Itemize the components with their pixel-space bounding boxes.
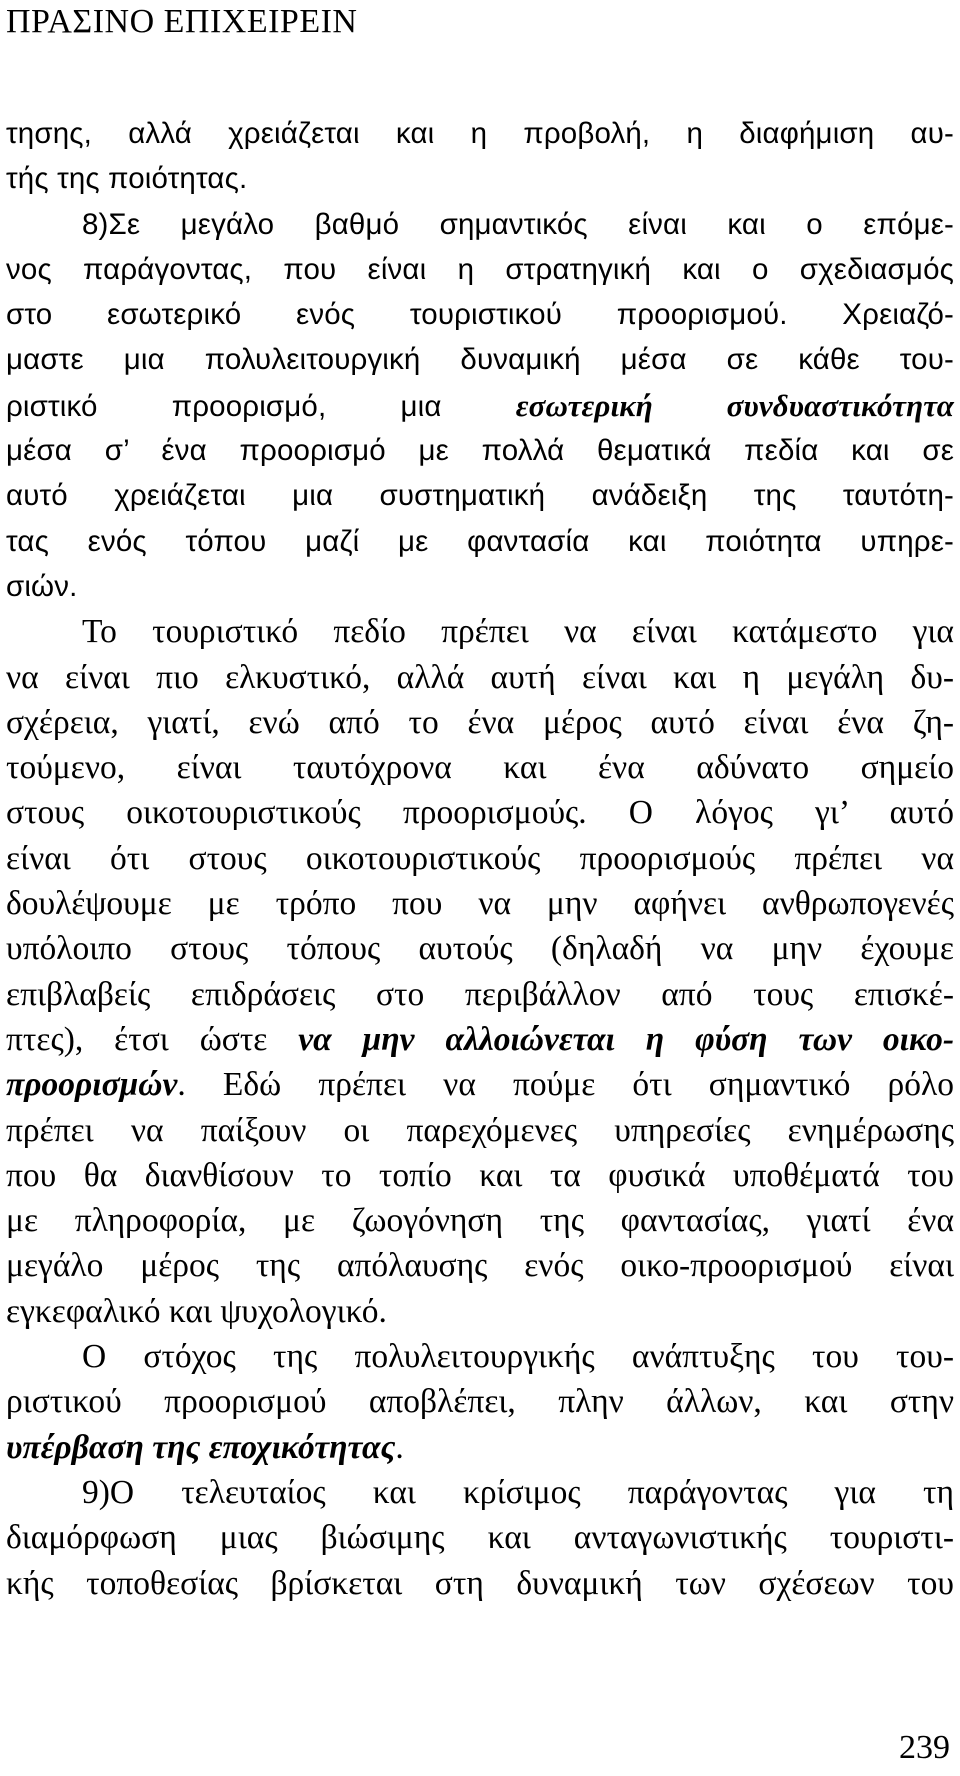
- emphasis-text: εσωτερική συνδυαστικότητα: [515, 387, 955, 423]
- text-line: τας ενός τόπου μαζί με φαντασία και ποιότητα υπηρε-: [6, 524, 954, 558]
- text-line: είναι ότι στους οικοτουριστικούς προορισμούς πρέπει να: [6, 839, 954, 877]
- emphasis-text: να μην αλλοιώνεται η φύση των οικο-: [298, 1020, 954, 1058]
- text-line: πτες), έτσι ώστε να μην αλλοιώνεται η φύση των οικο-: [6, 1020, 954, 1058]
- running-head: ΠΡΑΣΙΝΟ ΕΠΙΧΕΙΡΕΙΝ: [6, 3, 358, 40]
- text-line: Ο στόχος της πολυλειτουργικής ανάπτυξης του του-: [82, 1338, 954, 1376]
- text-line: προορισμών. Εδώ πρέπει να πούμε ότι σημαντικό ρόλο: [6, 1066, 954, 1104]
- text-line: επιβλαβείς επιδράσεις στο περιβάλλον από τους επισκέ-: [6, 975, 954, 1013]
- text-line: 8)Σε μεγάλο βαθμό σημαντικός είναι και ο επόμε-: [82, 207, 954, 241]
- text-line: 9)Ο τελευταίος και κρίσιμος παράγοντας για τη: [82, 1473, 954, 1511]
- text-line: ριστικό προορισμό, μια εσωτερική συνδυαστικότητα: [6, 387, 955, 423]
- emphasis-text: προορισμών: [6, 1066, 178, 1104]
- text-line: κής τοποθεσίας βρίσκεται στη δυναμική των σχέσεων του: [6, 1564, 954, 1602]
- text-line: Το τουριστικό πεδίο πρέπει να είναι κατάμεστο για: [82, 613, 954, 651]
- text-line: ριστικού προορισμού αποβλέπει, πλην άλλων, και στην: [6, 1383, 954, 1421]
- text-line: με πληροφορία, με ζωογόνηση της φαντασίας, γιατί ένα: [6, 1202, 954, 1240]
- text-line: στο εσωτερικό ενός τουριστικού προορισμού. Χρειαζό-: [6, 298, 954, 332]
- text-line: μέσα σ’ ένα προορισμό με πολλά θεματικά πεδία και σε: [6, 434, 954, 468]
- text-line: που θα διανθίσουν το τοπίο και τα φυσικά υποθέματά του: [6, 1156, 954, 1194]
- text-line: μεγάλο μέρος της απόλαυσης ενός οικο-προορισμού είναι: [6, 1247, 954, 1285]
- text-line: εγκεφαλικό και ψυχολογικό.: [6, 1292, 387, 1330]
- emphasis-text: υπέρβαση της εποχικότητας: [6, 1428, 396, 1466]
- page-number: 239: [899, 1729, 950, 1766]
- text-line: στους οικοτουριστικούς προορισμούς. Ο λόγος γι’ αυτό: [6, 794, 954, 832]
- text-line: σχέρεια, γιατί, ενώ από το ένα μέρος αυτό είναι ένα ζη-: [6, 703, 954, 741]
- text-line: δουλέψουμε με τρόπο που να μην αφήνει ανθρωπογενές: [6, 885, 954, 923]
- text-line: διαμόρφωση μιας βιώσιμης και ανταγωνιστικής τουριστι-: [6, 1519, 954, 1557]
- text-line: σιών.: [6, 569, 78, 603]
- text-line: νος παράγοντας, που είναι η στρατηγική και ο σχεδιασμός: [6, 252, 954, 286]
- text-line: αυτό χρειάζεται μια συστηματική ανάδειξη της ταυτότη-: [6, 479, 954, 513]
- text-line: πρέπει να παίξουν οι παρεχόμενες υπηρεσίες ενημέρωσης: [6, 1111, 954, 1149]
- text-line: τησης, αλλά χρειάζεται και η προβολή, η διαφήμιση αυ-: [6, 117, 954, 150]
- body-text: [6, 111, 954, 1606]
- text-line: υπέρβαση της εποχικότητας.: [6, 1428, 404, 1466]
- text-line: να είναι πιο ελκυστικό, αλλά αυτή είναι και η μεγάλη δυ-: [6, 658, 954, 696]
- text-line: υπόλοιπο στους τόπους αυτούς (δηλαδή να μην έχουμε: [6, 930, 954, 968]
- text-line: τής της ποιότητας.: [6, 162, 248, 196]
- text-line: τούμενο, είναι ταυτόχρονα και ένα αδύνατο σημείο: [6, 749, 954, 787]
- text-line: μαστε μια πολυλειτουργική δυναμική μέσα σε κάθε του-: [6, 343, 954, 377]
